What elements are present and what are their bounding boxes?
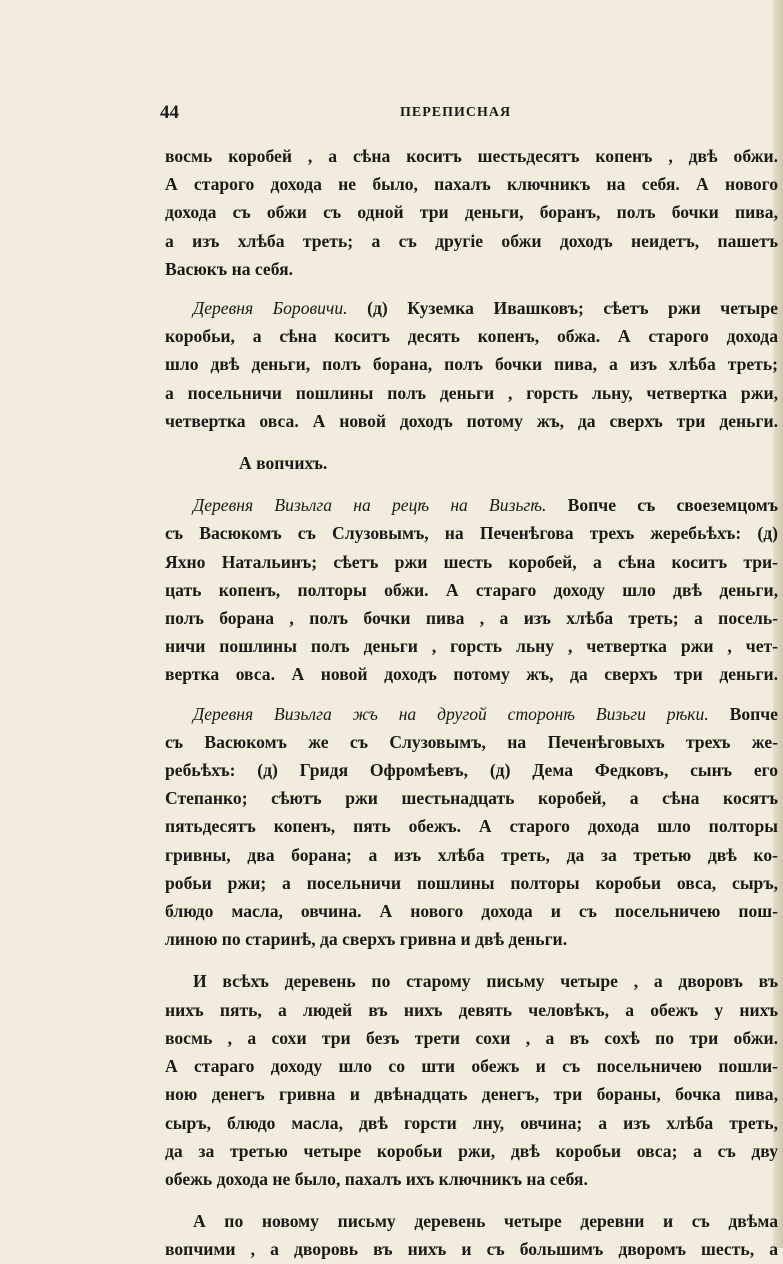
running-head: ПЕРЕПИСНАЯ bbox=[400, 105, 512, 120]
text-line: обежь дохода не было, пахалъ ихъ ключникъ на себя. bbox=[165, 1168, 588, 1189]
text-line: Деревня Визьлга жъ на другой сторонѣ Визьги рѣки. Вопче bbox=[193, 703, 778, 724]
page-header bbox=[160, 102, 780, 124]
text-line: дохода съ обжи съ одной три деньги, боранъ, полъ бочки пива, bbox=[165, 202, 778, 223]
paragraph bbox=[165, 142, 778, 283]
page-number: 44 bbox=[160, 102, 179, 123]
subheading bbox=[165, 449, 778, 477]
text-line: съ Васюкомъ же съ Слузовымъ, на Печенѣговыхъ трехъ же- bbox=[165, 731, 778, 752]
text-line: блюдо масла, овчина. А нового дохода и съ посельничею пош- bbox=[165, 901, 778, 922]
paragraph-village-borovichi bbox=[165, 294, 778, 435]
text-line: шло двѣ деньги, полъ борана, полъ бочки пива, а изъ хлѣба треть; bbox=[165, 354, 778, 375]
paragraph-village-vizlga bbox=[165, 491, 778, 688]
text-line: да за третью четыре коробьи ржи, двѣ коробьи овса; а съ дву bbox=[165, 1140, 778, 1161]
body-text bbox=[165, 142, 778, 1264]
text-line: ничи пошлины полъ деньги , горсть льну , четвертка ржи , чет- bbox=[165, 636, 778, 657]
text-line: восмь коробей , а сѣна коситъ шестьдесятъ копенъ , двѣ обжи. bbox=[165, 146, 778, 166]
text-line: А по новому письму деревень четыре деревни и съ двѣма bbox=[193, 1211, 778, 1232]
text-line: Деревня Боровичи. (д) Куземка Ивашковъ; сѣетъ ржи четыре bbox=[193, 298, 778, 319]
text-line: гривны, два борана; а изъ хлѣба треть, да за третью двѣ ко- bbox=[165, 844, 778, 865]
paragraph-summary-old bbox=[165, 967, 778, 1193]
text-line: пятьдесятъ копенъ, пять обежъ. А старого дохода шло полторы bbox=[165, 816, 778, 837]
text-line: сыръ, блюдо масла, двѣ горсти лну, овчина; а изъ хлѣба треть, bbox=[165, 1112, 778, 1133]
text-line: четвертка овса. А новой доходъ потому жъ, да сверхъ три деньги. bbox=[165, 410, 778, 431]
village-name: Деревня Боровичи. bbox=[193, 298, 348, 319]
text-line: Степанко; сѣютъ ржи шестьнадцать коробей, а сѣна косятъ bbox=[165, 788, 778, 809]
text-line: цать копенъ, полторы обжи. А стараго доходу шло двѣ деньги, bbox=[165, 579, 778, 600]
text-line: ребьѣхъ: (д) Гридя Офромѣевъ, (д) Дема Федковъ, сынъ его bbox=[165, 760, 778, 781]
text-line: а посельничи пошлины полъ деньги , горсть льну, четвертка ржи, bbox=[165, 382, 778, 403]
text-line: ною денегъ гривна и двѣнадцать денегъ, три бораны, бочка пива, bbox=[165, 1084, 778, 1105]
paragraph-summary-new bbox=[165, 1207, 778, 1263]
text-line: А стараго доходу шло со шти обежъ и съ посельничею пошли- bbox=[165, 1056, 778, 1077]
text-line: Деревня Визьлга на рецѣ на Визьгѣ. Вопче съ своеземцомъ bbox=[193, 495, 778, 516]
village-name: Деревня Визьлга на рецѣ на Визьгѣ. bbox=[193, 495, 547, 516]
text-line: полъ борана , полъ бочки пива , а изъ хлѣба треть; а посель- bbox=[165, 608, 778, 629]
text-line: восмь , а сохи три безъ трети сохи , а въ сохѣ по три обжи. bbox=[165, 1027, 778, 1048]
paragraph-village-vizlga-other-side bbox=[165, 700, 778, 954]
text-line: вертка овса. А новой доходъ потому жъ, да сверхъ три деньги. bbox=[165, 664, 778, 685]
text-line: Васюкъ на себя. bbox=[165, 258, 294, 279]
section-subheading: А вопчихъ. bbox=[239, 453, 328, 474]
text-line: коробьи, а сѣна коситъ десять копенъ, обжа. А старого дохода bbox=[165, 326, 778, 347]
text-line: И всѣхъ деревень по старому письму четыре , а дворовъ въ bbox=[193, 971, 778, 992]
text-line: робьи ржи; а посельничи пошлины полторы коробьи овса, сыръ, bbox=[165, 872, 778, 893]
text-line: линою по старинѣ, да сверхъ гривна и двѣ деньги. bbox=[165, 929, 568, 950]
text-line: Яхно Натальинъ; сѣетъ ржи шесть коробей, а сѣна коситъ три- bbox=[165, 551, 778, 572]
text-line: вопчими , а дворовь въ нихъ и съ большимъ дворомъ шесть, а bbox=[165, 1239, 778, 1260]
text-line: а изъ хлѣба треть; а съ другіе обжи доходъ неидетъ, пашетъ bbox=[165, 230, 778, 251]
text-line: А старого дохода не было, пахалъ ключникъ на себя. А нового bbox=[165, 174, 778, 195]
village-name: Деревня Визьлга жъ на другой сторонѣ Визьги рѣки. bbox=[193, 703, 709, 724]
text-line: нихъ пять, а людей въ нихъ девять человѣкъ, а обежъ у нихъ bbox=[165, 999, 778, 1020]
text-line: съ Васюкомъ съ Слузовымъ, на Печенѣгова трехъ жеребьѣхъ: (д) bbox=[165, 523, 778, 544]
